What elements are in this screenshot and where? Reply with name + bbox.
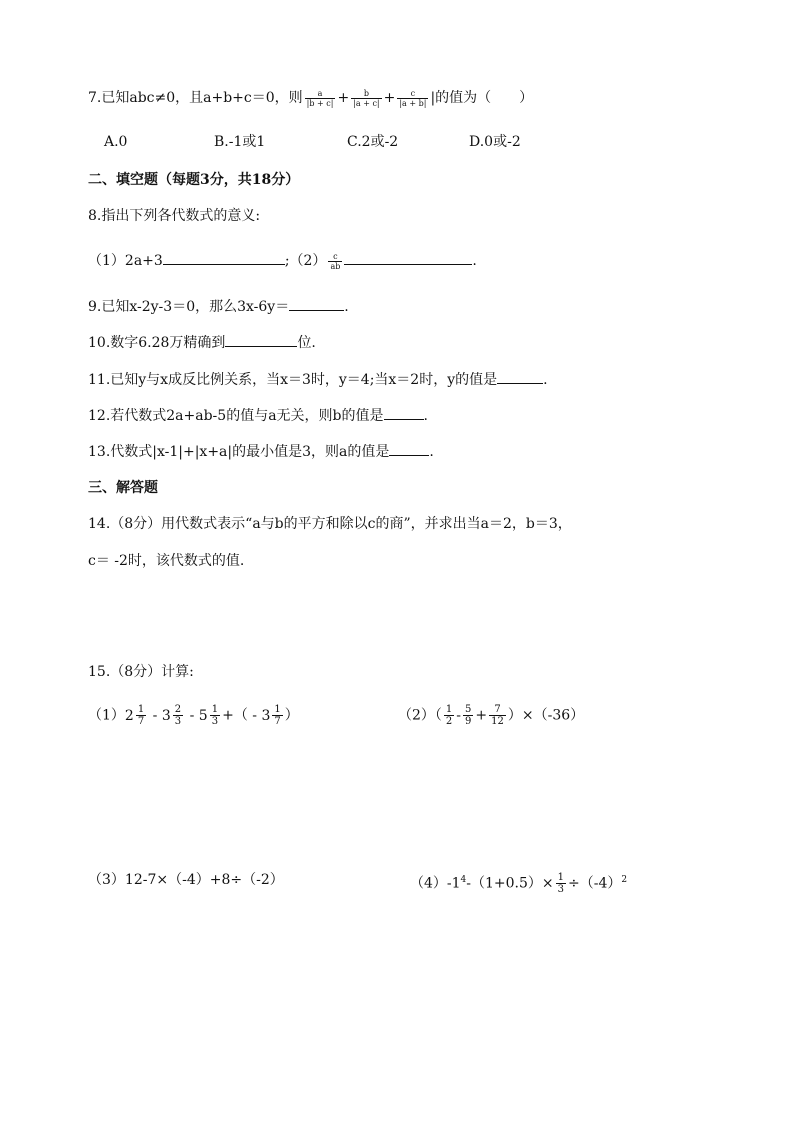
q9 xyxy=(88,296,349,317)
q7-option-d: D.0或-2 xyxy=(469,134,521,150)
q7-frac-3-num: c xyxy=(410,88,416,98)
q15-p2-frac-2-num: 5 xyxy=(465,704,472,715)
q10-blank[interactable] xyxy=(225,332,297,347)
q15-p1-term-2-whole: 3 xyxy=(161,707,171,724)
q7-option-a: A.0 xyxy=(104,134,128,150)
q15-p1-term-3-frac xyxy=(210,704,220,727)
q15-p1-term-3-whole: 5 xyxy=(198,707,208,724)
q12-end: . xyxy=(423,408,428,424)
q7-frac-2-den: |a + c| xyxy=(353,98,380,108)
q7-option-c: C.2或-2 xyxy=(347,134,399,150)
q14-line-2: c＝ -2时，该代数式的值. xyxy=(88,553,245,569)
q15-p4-frac-den: 3 xyxy=(557,884,565,896)
q15-part-4 xyxy=(410,870,627,895)
q15-part-3: （3）12-7×（-4）+8÷（-2） xyxy=(88,872,284,888)
q11-end: . xyxy=(543,372,548,388)
q7-frac-1-den: |b + c| xyxy=(306,98,334,108)
q7-frac-3 xyxy=(397,89,428,108)
q8-end: . xyxy=(472,253,477,269)
q10 xyxy=(88,332,316,353)
q15-p1-term-3-den: 3 xyxy=(211,716,219,727)
q15-p2-frac-3 xyxy=(489,704,506,727)
q12 xyxy=(88,405,428,426)
q9-text: 9.已知x-2y-3＝0，那么3x-6y＝ xyxy=(88,299,290,315)
q7-frac-2-num: b xyxy=(363,88,369,98)
q7-option-b: B.-1或1 xyxy=(214,134,266,150)
q15-p2-frac-2 xyxy=(463,704,473,727)
q9-blank[interactable] xyxy=(289,296,344,311)
q15-p1-term-4-num: 1 xyxy=(274,704,281,715)
q13 xyxy=(88,441,434,462)
q15-p1-term-1 xyxy=(125,704,148,727)
q11-text: 11.已知y与x成反比例关系，当x＝3时，y＝4;当x＝2时，y的值是 xyxy=(88,372,498,388)
q7-stem-prefix: 7.已知abc≠0，且a+b+c＝0，则 xyxy=(88,90,303,106)
q15-p2-frac-2-den: 9 xyxy=(465,716,472,727)
q15-title: 15.（8分）计算: xyxy=(88,664,194,680)
q7-stem-suffix: |的值为（ ） xyxy=(430,90,534,106)
q15-part-1 xyxy=(88,704,299,727)
q15-p4-mid: -（1+0.5）× xyxy=(466,875,554,892)
q10-text: 10.数字6.28万精确到 xyxy=(88,335,226,351)
q15-p1-term-1-den: 7 xyxy=(137,716,145,727)
q15-p1-term-2 xyxy=(162,704,185,727)
q15-p1-op-3: +（ - xyxy=(222,707,262,724)
q7-plus-2: + xyxy=(383,90,396,106)
q7-options xyxy=(104,132,664,152)
q15-p4-exponent-2: 2 xyxy=(621,875,628,885)
q8-separator: ;（2） xyxy=(284,253,327,269)
q15-p2-label: （2）（ xyxy=(398,707,442,724)
q15-p4-prefix: （4）-1 xyxy=(410,875,461,892)
section-3-heading: 三、解答题 xyxy=(88,480,158,496)
q15-p2-frac-3-den: 12 xyxy=(491,716,504,727)
q15-p1-term-2-den: 3 xyxy=(174,716,182,727)
q15-p1-term-4 xyxy=(261,704,284,727)
q7-frac-2 xyxy=(351,89,381,108)
q15-p1-close: ） xyxy=(284,707,299,724)
q15-p2-frac-1 xyxy=(444,704,454,727)
q7-plus-1: + xyxy=(337,90,350,106)
q7-frac-1 xyxy=(305,89,336,108)
q15-p1-term-3 xyxy=(199,704,222,727)
q13-blank[interactable] xyxy=(389,441,429,456)
q15-p2-op-1: - xyxy=(456,707,462,724)
q15-p2-frac-3-num: 7 xyxy=(494,704,501,715)
q8-parts xyxy=(88,250,477,271)
q15-p2-frac-1-den: 2 xyxy=(445,716,453,727)
q15-p1-term-4-den: 7 xyxy=(274,716,281,727)
q10-end: 位. xyxy=(297,335,316,351)
q15-p1-term-2-num: 2 xyxy=(174,704,182,715)
q7-frac-3-den: |a + b| xyxy=(399,98,427,108)
q7-frac-1-num: a xyxy=(317,88,323,98)
section-2-heading: 二、填空题（每题3分，共18分） xyxy=(88,172,300,188)
q8-stem: 8.指出下列各代数式的意义: xyxy=(88,208,261,224)
q9-end: . xyxy=(344,299,349,315)
q15-p1-label: （1） xyxy=(88,707,125,724)
q15-p2-op-2: + xyxy=(475,707,488,724)
q11-blank[interactable] xyxy=(497,369,543,384)
q15-p2-frac-1-num: 1 xyxy=(445,704,453,715)
q15-part-2 xyxy=(398,704,584,727)
q8-frac-num: c xyxy=(333,251,338,261)
q14-line-1: 14.（8分）用代数式表示“a与b的平方和除以c的商”，并求出当a＝2，b＝3， xyxy=(88,516,572,532)
q15-p4-frac xyxy=(556,872,566,895)
q15-p4-frac-num: 1 xyxy=(557,872,565,884)
q15-p1-term-4-frac xyxy=(272,704,282,727)
q8-frac xyxy=(328,252,342,271)
q15-p1-term-4-whole: 3 xyxy=(261,707,271,724)
q12-blank[interactable] xyxy=(384,405,424,420)
q15-p1-term-1-whole: 2 xyxy=(124,707,134,724)
q11 xyxy=(88,369,548,390)
q7-stem xyxy=(88,88,533,108)
q12-text: 12.若代数式2a+ab-5的值与a无关，则b的值是 xyxy=(88,408,384,424)
q8-blank-1[interactable] xyxy=(163,250,285,265)
q15-p4-exponent-1: 4 xyxy=(460,875,467,885)
q15-p1-op-2: - xyxy=(185,707,199,724)
q15-p4-tail: ÷（-4） xyxy=(568,875,622,892)
q15-p1-op-1: - xyxy=(148,707,162,724)
q15-p1-term-1-num: 1 xyxy=(137,704,145,715)
q13-end: . xyxy=(429,444,434,460)
q8-frac-den: ab xyxy=(330,261,341,271)
q8-blank-2[interactable] xyxy=(344,250,472,265)
q15-p2-tail: ）×（-36） xyxy=(507,707,585,724)
q8-part-1: （1）2a+3 xyxy=(88,253,163,269)
q15-p1-term-2-frac xyxy=(173,704,183,727)
q15-p1-term-1-frac xyxy=(136,704,146,727)
q13-text: 13.代数式|x-1|+|x+a|的最小值是3，则a的值是 xyxy=(88,444,390,460)
q15-p1-term-3-num: 1 xyxy=(211,704,219,715)
